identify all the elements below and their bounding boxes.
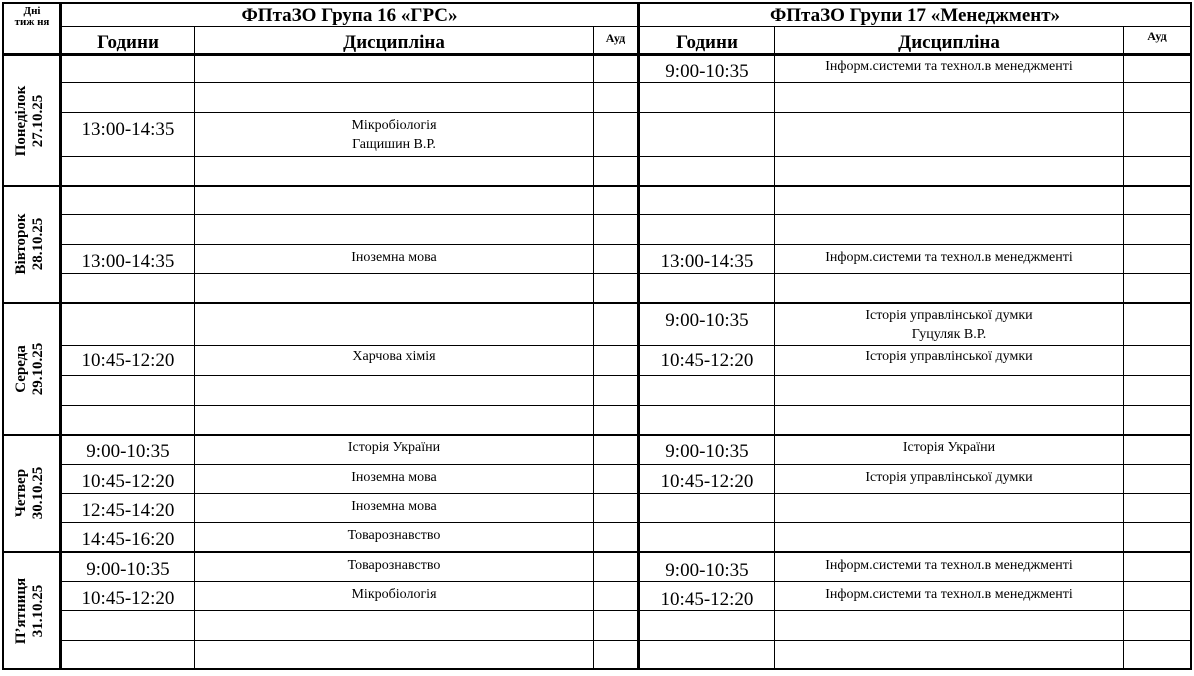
- row-divider: [61, 214, 1192, 215]
- g16-time: 13:00-14:35: [81, 251, 175, 272]
- g17-subject: Інформ.системи та технол.в менеджменті: [825, 59, 1073, 74]
- group-title-divider: [61, 26, 1192, 27]
- g17-time: 9:00-10:35: [665, 61, 749, 82]
- g16-subject: Товарознавство: [347, 528, 441, 543]
- day-label-thursday: [13, 428, 47, 558]
- row-divider: [61, 112, 1192, 113]
- g17-subject: Інформ.системи та технол.в менеджменті: [825, 587, 1073, 602]
- g16-subject: Іноземна мова: [351, 250, 437, 265]
- g17-subject: Історія управлінської думки: [865, 349, 1033, 364]
- table-border-bottom: [2, 668, 1192, 670]
- g16-hours-header: Години: [97, 32, 159, 53]
- g16-room-divider: [593, 27, 594, 670]
- g17-subject: Інформ.системи та технол.в менеджменті: [825, 558, 1073, 573]
- day-date: 30.10.25: [30, 466, 46, 520]
- day-divider: [2, 185, 1192, 187]
- g16-subject: Іноземна мова: [351, 470, 437, 485]
- g16-time: 10:45-12:20: [81, 588, 175, 609]
- g17-time: 10:45-12:20: [660, 589, 754, 610]
- day-date: 28.10.25: [30, 217, 46, 271]
- row-divider: [61, 273, 1192, 274]
- g17-time: 13:00-14:35: [660, 251, 754, 272]
- row-divider: [61, 610, 1192, 611]
- g17-subject: Історія управлінської думки: [865, 308, 1033, 323]
- g16-subject: Товарознавство: [347, 558, 441, 573]
- g17-discipline-header: Дисципліна: [898, 32, 1000, 53]
- g17-time: 9:00-10:35: [665, 310, 749, 331]
- g17-hours-header: Години: [676, 32, 738, 53]
- row-divider: [61, 244, 1192, 245]
- g17-room-divider: [1123, 27, 1124, 670]
- row-divider: [61, 464, 1192, 465]
- g16-time: 10:45-12:20: [81, 471, 175, 492]
- g16-subject: Історія України: [347, 440, 441, 455]
- day-name: Вівторок: [13, 213, 29, 275]
- g16-teacher: Гащишин В.Р.: [352, 137, 436, 152]
- day-label-friday: [13, 546, 47, 676]
- day-label-monday: [13, 56, 47, 186]
- day-name: П’ятниця: [13, 577, 29, 645]
- day-label-tuesday: [13, 179, 47, 309]
- day-divider: [2, 434, 1192, 436]
- day-name: Четвер: [13, 468, 29, 518]
- g17-subject: Інформ.системи та технол.в менеджменті: [825, 250, 1073, 265]
- g17-room-header: Ауд: [1147, 29, 1167, 43]
- row-divider: [61, 522, 1192, 523]
- row-divider: [61, 375, 1192, 376]
- g16-subject: Мікробіологія: [351, 118, 437, 133]
- group16-title: ФПтаЗО Група 16 «ГРС»: [241, 5, 458, 26]
- days-column-header: Дні тиж ня: [14, 5, 50, 28]
- g16-time: 14:45-16:20: [81, 529, 175, 550]
- g16-room-header: Ауд: [605, 31, 626, 45]
- g17-time: 9:00-10:35: [665, 560, 749, 581]
- row-divider: [61, 156, 1192, 157]
- table-border-top: [2, 2, 1192, 4]
- row-divider: [61, 345, 1192, 346]
- g17-time: 10:45-12:20: [660, 350, 754, 371]
- g16-discipline-header: Дисципліна: [343, 32, 445, 53]
- day-name: Понеділок: [13, 85, 29, 157]
- day-date: 29.10.25: [30, 342, 46, 396]
- g17-hours-divider: [774, 27, 775, 670]
- day-divider: [2, 302, 1192, 304]
- g17-subject: Історія управлінської думки: [865, 470, 1033, 485]
- table-border-left: [2, 2, 4, 670]
- g16-time: 13:00-14:35: [81, 119, 175, 140]
- day-name: Середа: [13, 345, 29, 393]
- day-divider: [2, 551, 1192, 553]
- day-label-wednesday: [13, 304, 47, 434]
- g17-subject: Історія України: [902, 440, 996, 455]
- row-divider: [61, 640, 1192, 641]
- row-divider: [61, 493, 1192, 494]
- g17-time: 9:00-10:35: [665, 441, 749, 462]
- g16-time: 10:45-12:20: [81, 350, 175, 371]
- day-date: 27.10.25: [30, 94, 46, 148]
- g16-subject: Іноземна мова: [351, 499, 437, 514]
- row-divider: [61, 405, 1192, 406]
- g17-teacher: Гуцуляк В.Р.: [911, 327, 987, 342]
- group17-title: ФПтаЗО Групи 17 «Менеджмент»: [769, 5, 1061, 26]
- g16-subject: Мікробіологія: [351, 587, 437, 602]
- row-divider: [61, 82, 1192, 83]
- row-divider: [61, 581, 1192, 582]
- g16-time: 12:45-14:20: [81, 500, 175, 521]
- g16-time: 9:00-10:35: [86, 559, 170, 580]
- header-bottom-divider: [2, 53, 1192, 56]
- day-date: 31.10.25: [30, 584, 46, 638]
- table-border-right: [1190, 2, 1192, 670]
- g16-subject: Харчова хімія: [352, 349, 436, 364]
- g17-time: 10:45-12:20: [660, 471, 754, 492]
- g16-time: 9:00-10:35: [86, 441, 170, 462]
